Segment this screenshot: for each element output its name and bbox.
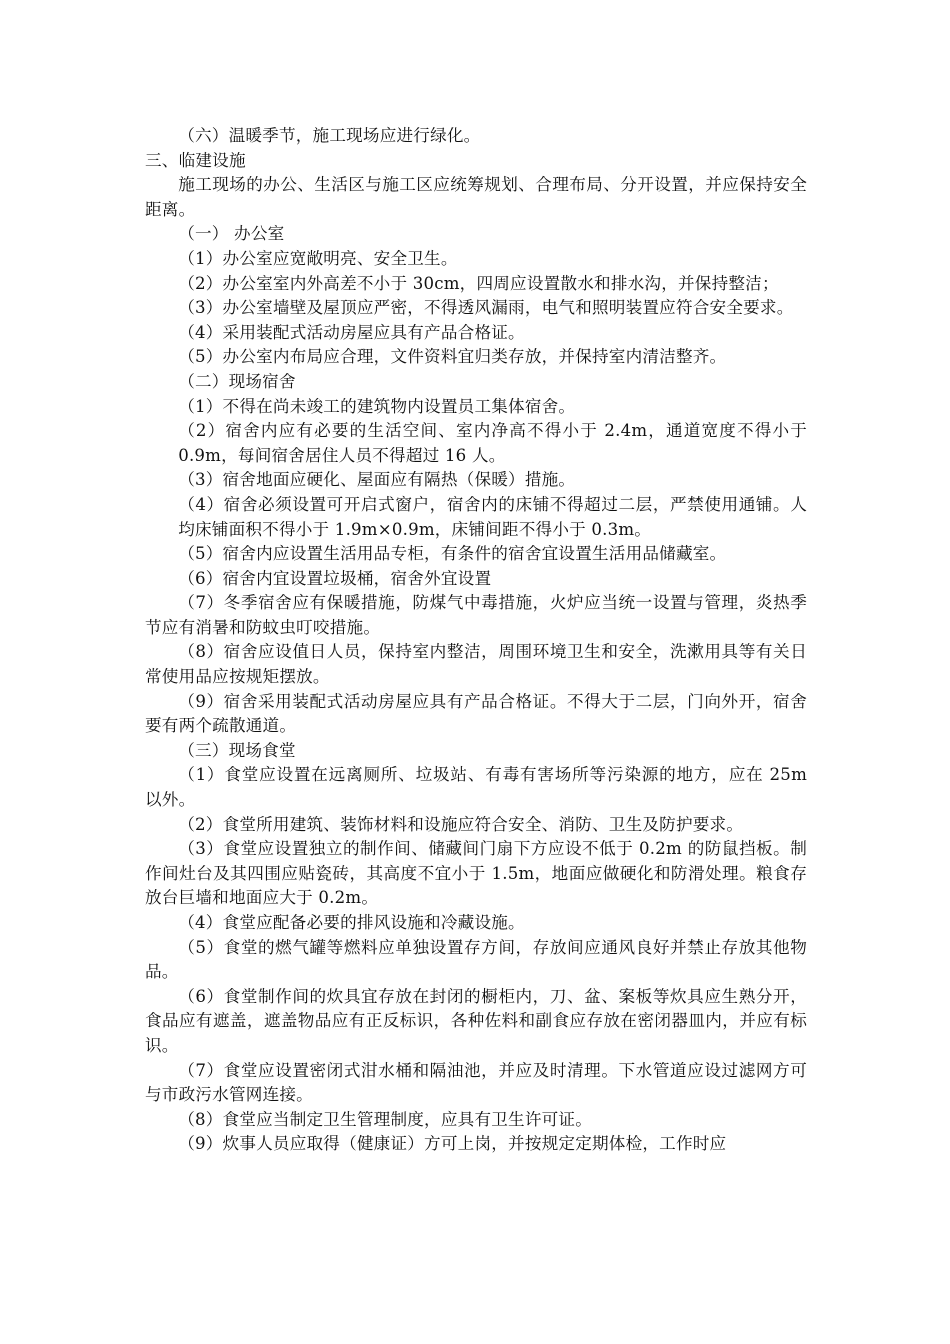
document-paragraph: （7）食堂应设置密闭式泔水桶和隔油池，并应及时清理。下水管道应设过滤网方可与市政污水管网连接。: [145, 1060, 807, 1105]
document-paragraph: （六）温暖季节，施工现场应进行绿化。: [178, 126, 481, 145]
document-paragraph: （4）食堂应配备必要的排风设施和冷藏设施。: [178, 913, 525, 932]
document-paragraph: （6）宿舍内宜设置垃圾桶，宿舍外宜设置: [178, 568, 492, 588]
document-paragraph: （2）办公室室内外高差不小于 30cm，四周应设置散水和排水沟，并保持整洁；: [178, 273, 779, 293]
document-paragraph: （5）办公室内布局应合理，文件资料宜归类存放，并保持室内清洁整齐。: [178, 347, 727, 367]
document-paragraph: （9）炊事人员应取得（健康证）方可上岗，并按规定定期体检，工作时应: [178, 1134, 727, 1154]
document-paragraph: （2）宿舍内应有必要的生活空间、室内净高不得小于 2.4m，通道宽度不得小于 0.9m，每间宿舍居住人员不得超过 16 人。: [178, 421, 807, 465]
document-paragraph: （8）食堂应当制定卫生管理制度，应具有卫生许可证。: [178, 1109, 592, 1129]
document-paragraph: （3）宿舍地面应硬化、屋面应有隔热（保暖）措施。: [178, 470, 576, 490]
document-body: [145, 124, 807, 1157]
document-paragraph: （8）宿舍应设值日人员，保持室内整洁，周围环境卫生和安全，洗漱用具等有关日常使用品应按规矩摆放。: [145, 642, 807, 687]
document-paragraph: （6）食堂制作间的炊具宜存放在封闭的橱柜内，刀、盆、案板等炊具应生熟分开，食品应有遮盖，遮盖物品应有正反标识，各种佐料和副食应存放在密闭器皿内，并应有标识。: [145, 986, 807, 1055]
document-paragraph: （9）宿舍采用装配式活动房屋应具有产品合格证。不得大于二层，门向外开，宿舍要有两个疏散通道。: [145, 691, 807, 736]
document-paragraph: （3）办公室墙壁及屋顶应严密，不得透风漏雨，电气和照明装置应符合安全要求。: [178, 298, 794, 318]
document-paragraph: （4）采用装配式活动房屋应具有产品合格证。: [178, 322, 525, 342]
document-paragraph: （三）现场食堂: [178, 740, 296, 760]
document-paragraph: （1）办公室应宽敞明亮、安全卫生。: [178, 248, 458, 268]
section-heading: 三、临建设施: [145, 150, 246, 170]
document-paragraph: （7）冬季宿舍应有保暖措施，防煤气中毒措施，火炉应当统一设置与管理，炎热季节应有消暑和防蚊虫叮咬措施。: [145, 593, 807, 637]
document-paragraph: （一） 办公室: [178, 224, 285, 244]
document-paragraph: （1）食堂应设置在远离厕所、垃圾站、有毒有害场所等污染源的地方，应在 25m 以外。: [145, 765, 807, 810]
document-paragraph: （5）宿舍内应设置生活用品专柜，有条件的宿舍宜设置生活用品储藏室。: [178, 544, 727, 564]
document-paragraph: 施工现场的办公、生活区与施工区应统筹规划、合理布局、分开设置，并应保持安全距离。: [145, 175, 807, 219]
document-paragraph: （5）食堂的燃气罐等燃料应单独设置存方间，存放间应通风良好并禁止存放其他物品。: [145, 937, 807, 982]
document-paragraph: （二）现场宿舍: [178, 371, 296, 391]
document-paragraph: （2）食堂所用建筑、装饰材料和设施应符合安全、消防、卫生及防护要求。: [178, 814, 744, 834]
document-paragraph: （3）食堂应设置独立的制作间、储藏间门扇下方应设不低于 0.2m 的防鼠挡板。制作间灶台及其四围应贴瓷砖，其高度不宜小于 1.5m，地面应做硬化和防滑处理。粮食存放台巨墙和地面应大于 0.2m。: [145, 839, 807, 908]
document-paragraph: （4）宿舍必须设置可开启式窗户，宿舍内的床铺不得超过二层，严禁使用通铺。人均床铺面积不得小于 1.9m×0.9m，床铺间距不得小于 0.3m。: [178, 494, 807, 539]
document-paragraph: （1）不得在尚未竣工的建筑物内设置员工集体宿舍。: [178, 396, 576, 416]
